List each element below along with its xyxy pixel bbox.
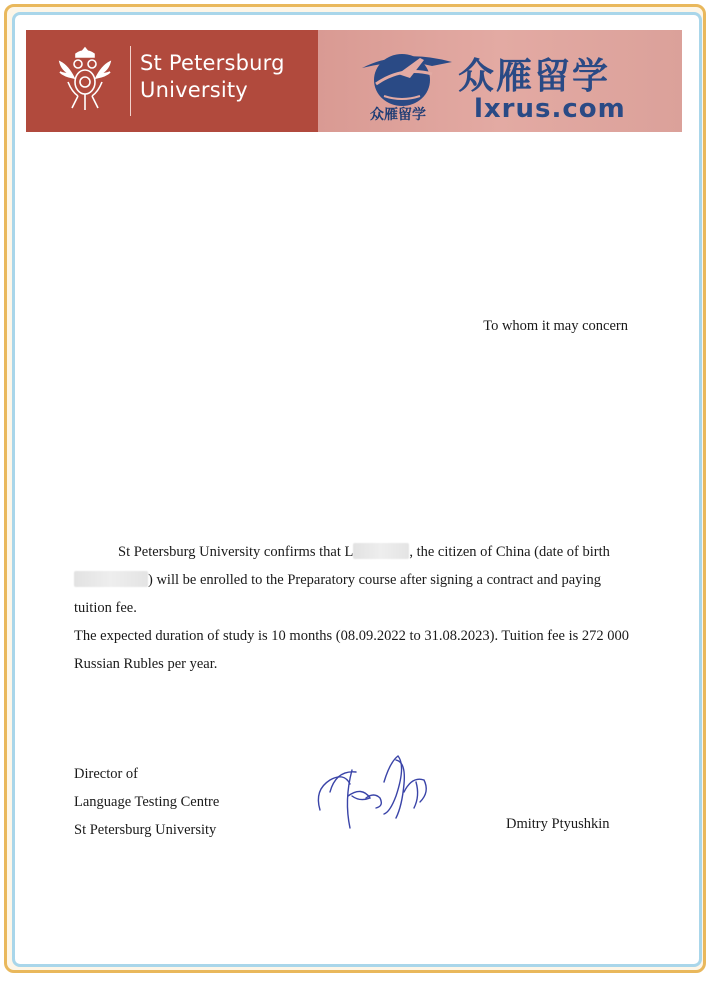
handwritten-signature [312,752,444,832]
redacted-birthdate [74,571,148,587]
watermark-title: 众雁留学 [458,56,611,97]
university-name-line1: St Petersburg [140,51,285,75]
watermark-small-text: 众雁留学 [370,107,426,123]
salutation: To whom it may concern [483,318,628,334]
signer-organization: St Petersburg University [74,822,217,838]
letter-body [74,538,634,678]
university-name-line2: University [140,78,248,102]
watermark-banner [318,30,682,132]
paragraph-1 [74,538,634,622]
p1-text-before-name: St Petersburg University confirms that L [118,544,354,560]
banner-divider [130,46,131,116]
paragraph-2: The expected duration of study is 10 months (08.09.2022 to 31.08.2023). Tuition fee is 272 000 Russian Rubles per year. [74,628,629,672]
p1-text-after-dob: ) will be enrolled to the Preparatory course after signing a contract and paying tuition fee. [74,572,601,616]
letterhead [26,30,682,132]
university-name [140,50,285,104]
watermark-url: lxrus.com [474,94,626,124]
signer-title-2: Language Testing Centre [74,794,220,810]
spbu-crest-icon [54,42,116,116]
signer-name: Dmitry Ptyushkin [506,816,610,832]
signer-block [74,760,219,844]
redacted-name [353,543,409,559]
p1-text-after-name: , the citizen of China (date of birth [409,544,610,560]
signer-title-1: Director of [74,766,139,782]
university-banner [26,30,318,132]
